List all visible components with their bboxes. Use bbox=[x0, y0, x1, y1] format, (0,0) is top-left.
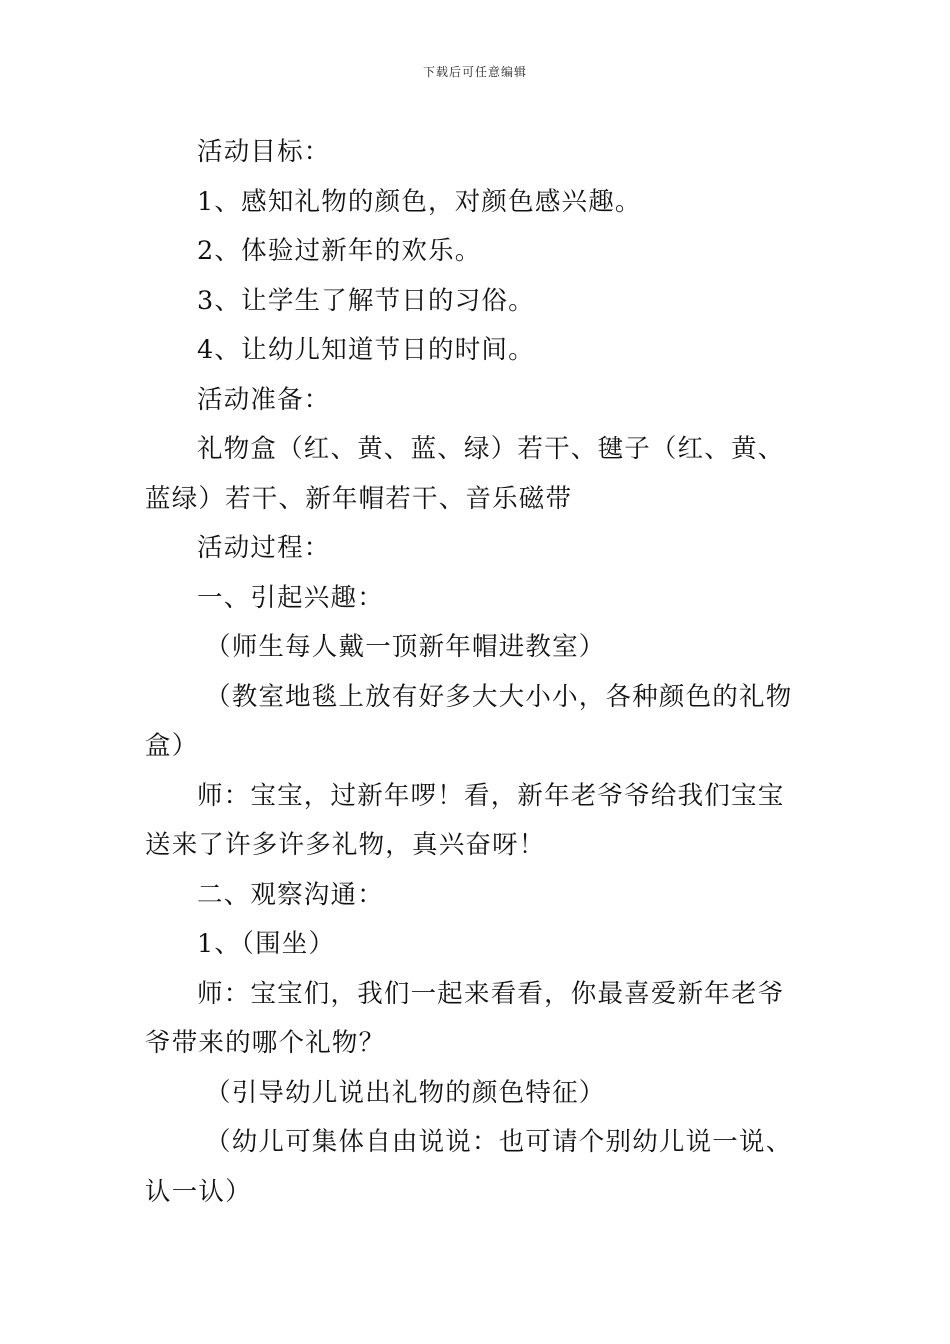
teacher-line: 师：宝宝们，我们一起来看看，你最喜爱新年老爷爷带来的哪个礼物？ bbox=[145, 978, 785, 1058]
stage-direction: （引导幼儿说出礼物的颜色特征） bbox=[205, 1077, 606, 1108]
goal-item-2: 2、体验过新年的欢乐。 bbox=[197, 236, 482, 266]
stage-direction: （教室地毯上放有好多大大小小，各种颜色的礼物盒） bbox=[145, 681, 793, 761]
section-heading-goals: 活动目标： bbox=[197, 137, 331, 167]
stage-direction: （师生每人戴一顶新年帽进教室） bbox=[205, 632, 606, 662]
teacher-line: 师：宝宝，过新年啰！看，新年老爷爷给我们宝宝送来了许多许多礼物，真兴奋呀！ bbox=[145, 780, 785, 860]
goal-item-1: 1、感知礼物的颜色，对颜色感兴趣。 bbox=[197, 186, 642, 217]
process-step-heading-1: 一、引起兴趣： bbox=[197, 582, 384, 613]
sub-step: 1、（围坐） bbox=[197, 929, 336, 959]
stage-direction: （幼儿可集体自由说说：也可请个别幼儿说一说、认一认） bbox=[145, 1127, 793, 1207]
section-heading-preparation: 活动准备： bbox=[197, 384, 331, 415]
preparation-materials: 礼物盒（红、黄、蓝、绿）若干、毽子（红、黄、蓝绿）若干、新年帽若干、音乐磁带 bbox=[145, 434, 785, 514]
process-step-heading-2: 二、观察沟通： bbox=[197, 879, 384, 910]
goal-item-4: 4、让幼儿知道节日的时间。 bbox=[197, 335, 535, 365]
page-header: 下载后可任意编辑 bbox=[422, 65, 527, 79]
section-heading-process: 活动过程： bbox=[197, 533, 331, 563]
document-body bbox=[145, 128, 810, 1217]
goal-item-3: 3、让学生了解节日的习俗。 bbox=[197, 285, 535, 316]
